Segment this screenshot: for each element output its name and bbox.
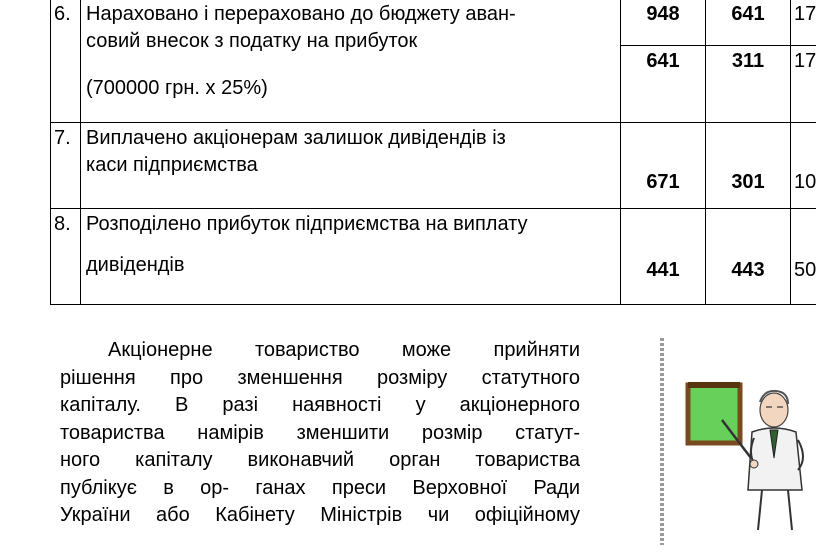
table-row: [51, 209, 816, 305]
description-line: каси підприємства: [86, 152, 616, 179]
amount-value: 10: [791, 123, 816, 209]
paragraph-line: капіталу. В разі наявності у акціонерного: [60, 392, 580, 420]
credit-account: 443: [706, 209, 791, 305]
amount-value: 17: [791, 46, 816, 75]
amount-value: 50: [791, 209, 816, 305]
description-line: Виплачено акціонерам залишок дивідендів із: [86, 125, 616, 152]
debit-cell: [621, 0, 706, 123]
body-paragraph: [60, 337, 580, 530]
credit-cell: [706, 0, 791, 123]
description-line: дивідендів: [86, 252, 616, 279]
credit-account: 301: [706, 123, 791, 209]
credit-account: 311: [706, 46, 790, 75]
row-number: 8.: [51, 209, 81, 305]
calculation-note: (700000 грн. х 25%): [86, 75, 616, 102]
description-line: совий внесок з податку на прибуток: [86, 28, 616, 55]
debit-account: 671: [621, 123, 706, 209]
row-number: 7.: [51, 123, 81, 209]
credit-account: 641: [706, 0, 790, 46]
paragraph-line: рішення про зменшення розміру статутного: [60, 365, 580, 393]
paragraph-line: України або Кабінету Міністрів чи офіційному: [60, 502, 580, 530]
paragraph-line: ного капіталу виконавчий орган товариства: [60, 447, 580, 475]
debit-account: 641: [621, 46, 705, 75]
amount-cell: [791, 0, 816, 123]
debit-account: 441: [621, 209, 706, 305]
operation-description: [81, 123, 621, 209]
amount-value: 17: [791, 0, 816, 46]
operation-description: [81, 0, 621, 123]
description-line: Нараховано і перераховано до бюджету аван-: [86, 1, 616, 28]
row-number: 6.: [51, 0, 81, 123]
teacher-with-board-icon: [650, 330, 810, 550]
operation-description: [81, 209, 621, 305]
paragraph-line: товариства намірів зменшити розмір статут-: [60, 420, 580, 448]
description-line: Розподілено прибуток підприємства на виплату: [86, 211, 616, 238]
journal-entries-table: [50, 0, 816, 305]
table-row: [51, 0, 816, 123]
paragraph-line: Акціонерне товариство може прийняти: [60, 337, 580, 365]
table-row: [51, 123, 816, 209]
debit-account: 948: [621, 0, 705, 46]
paragraph-line: публікує в ор- ганах преси Верховної Ради: [60, 475, 580, 503]
